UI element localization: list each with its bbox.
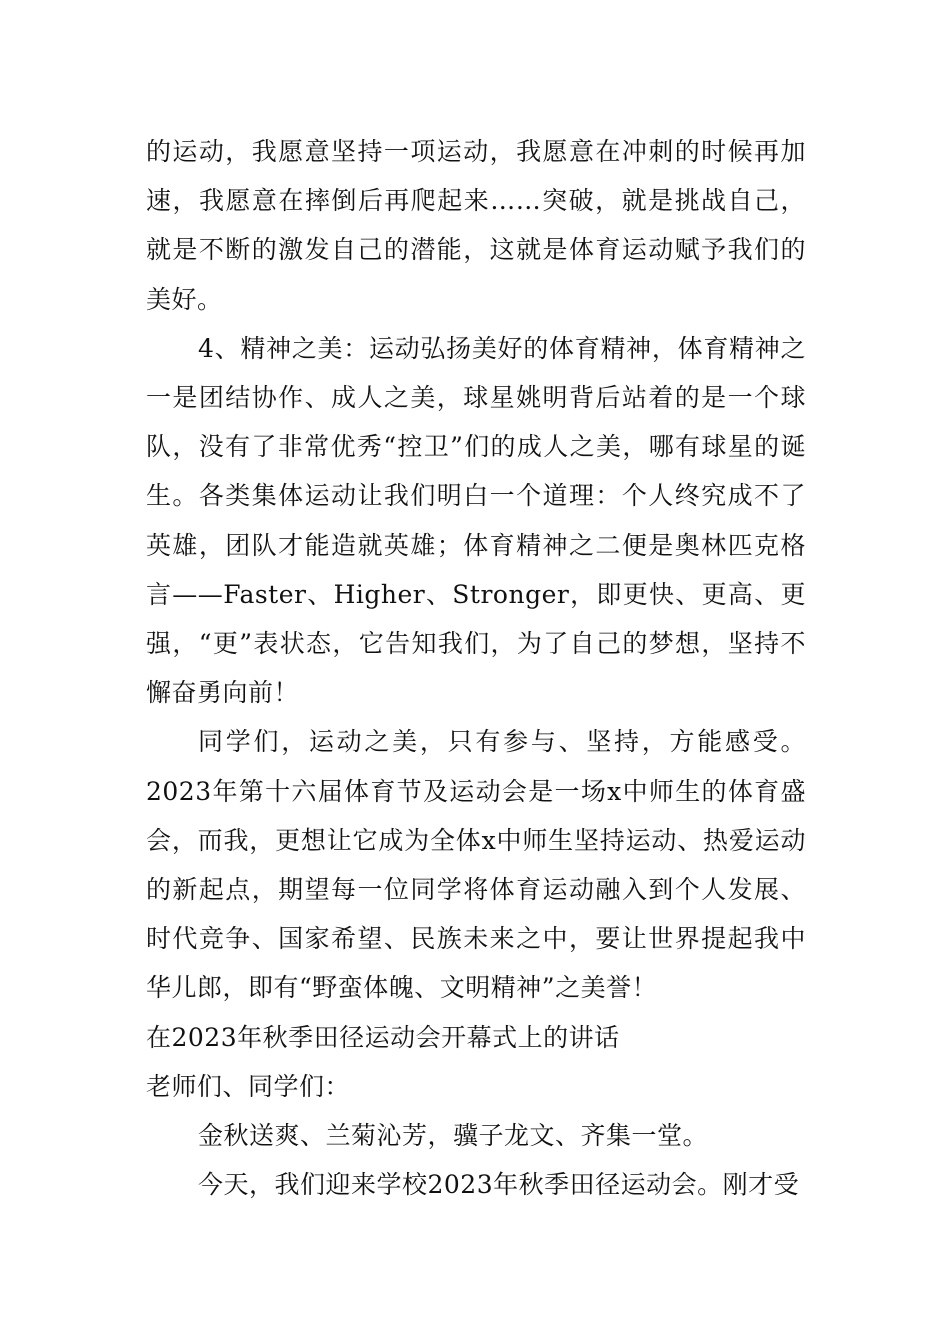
paragraph-3: 同学们，运动之美，只有参与、坚持，方能感受。2023年第十六届体育节及运动会是一场x中师生的体育盛会，而我，更想让它成为全体x中师生坚持运动、热爱运动的新起点，期望每一位同学将体育运动融入到个人发展、时代竞争、国家希望、民族未来之中，要让世界提起我中华儿郎，即有“野蛮体魄、文明精神”之美誉！ [146,727,806,1003]
paragraph-5: 今天，我们迎来学校2023年秋季田径运动会。刚才受 [198,1170,800,1200]
speech-title: 在2023年秋季田径运动会开幕式上的讲话 [146,1022,620,1052]
paragraph-1: 的运动，我愿意坚持一项运动，我愿意在冲刺的时候再加速，我愿意在摔倒后再爬起来……突破，就是挑战自己，就是不断的激发自己的潜能，这就是体育运动赋予我们的美好。 [146,137,806,314]
paragraph-4: 金秋送爽、兰菊沁芳，骥子龙文、齐集一堂。 [198,1121,709,1151]
paragraph-2: 4、精神之美：运动弘扬美好的体育精神，体育精神之一是团结协作、成人之美，球星姚明背后站着的是一个球队，没有了非常优秀“控卫”们的成人之美，哪有球星的诞生。各类集体运动让我们明白一个道理：个人终究成不了英雄，团队才能造就英雄；体育精神之二便是奥林匹克格言——Faster、Higher、Stronger，即更快、更高、更强，“更”表状态，它告知我们，为了自己的梦想，坚持不懈奋勇向前！ [146,333,806,708]
document-body [146,127,806,1209]
salutation: 老师们、同学们： [146,1071,351,1101]
